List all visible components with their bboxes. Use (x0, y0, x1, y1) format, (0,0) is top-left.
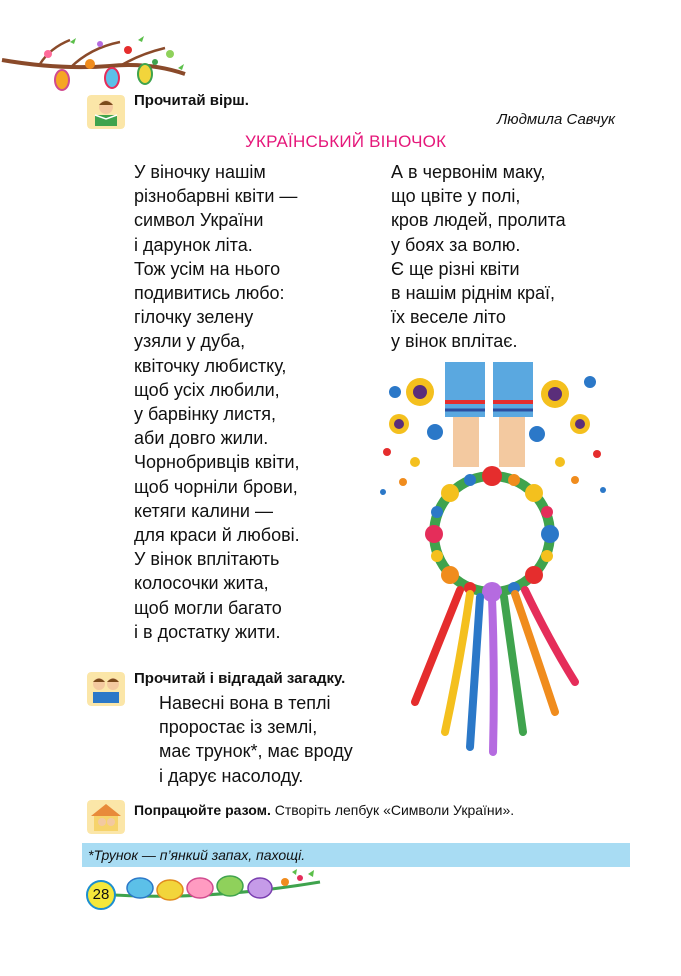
working-together-icon (87, 800, 125, 834)
poem-line: що цвіте у полі, (391, 186, 521, 207)
reading-children-icon (87, 672, 125, 706)
poem-author: Людмила Савчук (497, 111, 616, 128)
poem-line: квіточку любистку, (134, 355, 287, 376)
riddle-line: і дарує насолоду. (159, 765, 304, 786)
poem-line: Чорнобривців квіти, (134, 452, 300, 473)
poem-line: щоб могли багато (134, 597, 282, 618)
task-read-riddle: Прочитай і відгадай загадку. (134, 670, 346, 687)
poem-line: їх веселе літо (391, 307, 506, 328)
poem-line: в нашім ріднім краї, (391, 283, 556, 304)
poem-line: аби довго жили. (134, 428, 269, 449)
page-number: 28 (86, 880, 116, 910)
footnote: *Трунок — п’янкий запах, пахощі. (82, 843, 630, 867)
task-read-poem: Прочитай вірш. (134, 92, 249, 109)
poem-line: різнобарвні квіти — (134, 186, 298, 207)
poem-line: і в достатку жити. (134, 621, 281, 642)
poem-line: кров людей, пролита (391, 210, 566, 231)
easter-eggs-border-icon (80, 868, 330, 908)
poem-line: символ України (134, 210, 264, 231)
poem-line: подивитись любо: (134, 283, 285, 304)
poem-line: Тож усім на нього (134, 258, 281, 279)
riddle-line: Навесні вона в теплі (159, 693, 331, 713)
reading-child-icon (87, 95, 125, 129)
poem-line: для краси й любові. (134, 525, 300, 546)
poem-line: узяли у дуба, (134, 331, 246, 352)
poem-line: кетяги калини — (134, 500, 273, 521)
poem-line: У віночку нашім (134, 162, 266, 182)
poem-line: Є ще різні квіти (391, 258, 520, 279)
poem-column-2 (391, 160, 566, 354)
poem-line: у боях за волю. (391, 234, 521, 255)
riddle-line: має трунок*, має вроду (159, 741, 353, 762)
branch-with-eggs-icon (0, 28, 200, 98)
task-work-together-bold: Попрацюйте разом. (134, 802, 271, 818)
task-work-together (134, 802, 514, 818)
poem-line: гілочку зелену (134, 307, 254, 328)
poem-line: колосочки жита, (134, 573, 269, 594)
riddle-line: проростає із землі, (159, 717, 318, 738)
poem-line: А в червонім маку, (391, 162, 546, 182)
poem-column-1 (134, 160, 300, 644)
task-work-together-text: Створіть лепбук «Символи України». (270, 802, 515, 818)
poem-line: щоб усіх любили, (134, 379, 280, 400)
poem-line: у вінок вплітає. (391, 331, 518, 352)
wreath-illustration (375, 362, 610, 762)
riddle-text (159, 691, 353, 788)
poem-line: і дарунок літа. (134, 234, 253, 255)
poem-line: у барвінку листя, (134, 404, 277, 425)
poem-line: У вінок вплітають (134, 549, 280, 570)
poem-title: УКРАЇНСЬКИЙ ВІНОЧОК (245, 132, 447, 151)
poem-line: щоб чорніли брови, (134, 476, 298, 497)
